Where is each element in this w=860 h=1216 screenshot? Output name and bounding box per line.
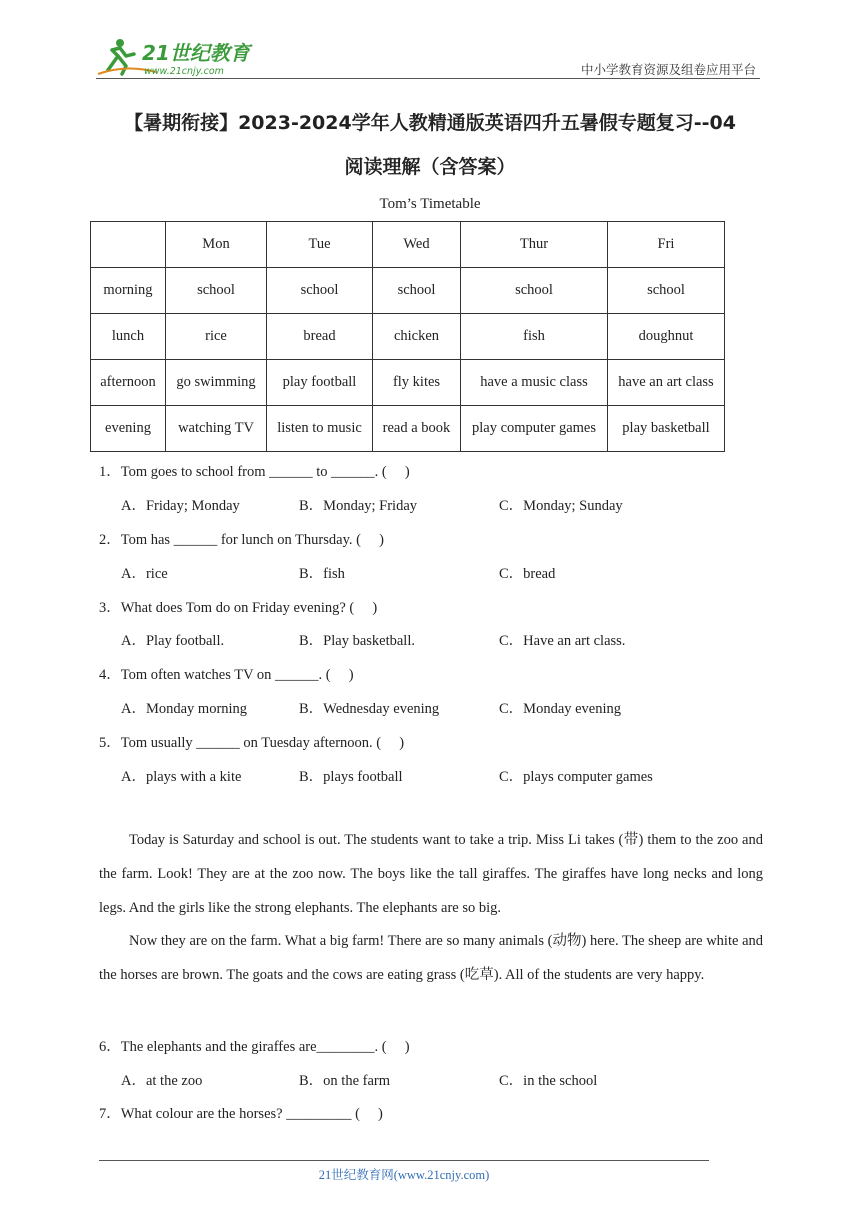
header-divider [96, 78, 760, 79]
table-cell: have an art class [608, 360, 725, 406]
question-1: 1．Tom goes to school from ______ to ______. ( ) [99, 464, 410, 480]
question-3-option-a: A．Play football. [121, 633, 225, 649]
table-row [91, 314, 725, 360]
question-3-option-b: B．Play basketball. [299, 633, 415, 649]
document-title-line1: 【暑期衔接】2023-2024学年人教精通版英语四升五暑假专题复习--04 [124, 112, 736, 134]
question-3: 3．What does Tom do on Friday evening? ( ) [99, 600, 378, 616]
table-cell: bread [267, 314, 373, 360]
question-2-option-c: C．bread [499, 566, 556, 582]
timetable-caption: Tom’s Timetable [379, 196, 481, 212]
table-cell: school [373, 268, 461, 314]
question-1-option-a: A．Friday; Monday [121, 498, 240, 514]
table-header-cell: Wed [373, 222, 461, 268]
table-cell: play football [267, 360, 373, 406]
passage-paragraph-1: Today is Saturday and school is out. The students want to take a trip. Miss Li takes (带) them to the zoo and the farm. Look! They are at the zoo now. The boys like the tall giraffes. The giraffes have long necks and long legs. And the girls like the strong elephants. The elephants are so big. [99, 832, 763, 916]
question-4: 4．Tom often watches TV on ______. ( ) [99, 667, 354, 683]
logo-text: 21世纪教育 [142, 41, 250, 65]
table-cell: doughnut [608, 314, 725, 360]
question-2-option-a: A．rice [121, 566, 168, 582]
table-cell: watching TV [166, 406, 267, 452]
table-header-cell: Mon [166, 222, 267, 268]
header-platform-text: 中小学教育资源及组卷应用平台 [580, 62, 756, 77]
question-6-option-a: A．at the zoo [121, 1073, 203, 1089]
table-cell: school [461, 268, 608, 314]
table-cell: chicken [373, 314, 461, 360]
table-header-cell: Thur [461, 222, 608, 268]
question-5: 5．Tom usually ______ on Tuesday afternoon. ( ) [99, 735, 405, 751]
question-5-option-b: B．plays football [299, 769, 403, 785]
timetable [90, 221, 725, 452]
footer-divider [99, 1160, 709, 1161]
table-cell: school [267, 268, 373, 314]
footer-link[interactable]: 21世纪教育网(www.21cnjy.com) [318, 1168, 490, 1182]
passage-paragraph-2: Now they are on the farm. What a big farm! There are so many animals (动物) here. The sheep are white and the horses are brown. The goats and the cows are eating grass (吃草). All of the students are very happy. [99, 933, 763, 983]
table-cell: rice [166, 314, 267, 360]
table-cell: go swimming [166, 360, 267, 406]
logo [96, 34, 266, 78]
table-cell: school [608, 268, 725, 314]
table-cell: play basketball [608, 406, 725, 452]
table-cell: read a book [373, 406, 461, 452]
table-cell: afternoon [91, 360, 166, 406]
table-cell: fly kites [373, 360, 461, 406]
table-header-cell [91, 222, 166, 268]
table-header-row [91, 222, 725, 268]
table-row [91, 268, 725, 314]
question-1-option-c: C．Monday; Sunday [499, 498, 623, 514]
question-5-option-c: C．plays computer games [499, 769, 653, 785]
document-title-line2: 阅读理解（含答案） [344, 156, 516, 178]
table-cell: listen to music [267, 406, 373, 452]
table-cell: fish [461, 314, 608, 360]
page-header [96, 30, 760, 80]
question-4-option-b: B．Wednesday evening [299, 701, 440, 717]
question-4-option-c: C．Monday evening [499, 701, 622, 717]
question-6-option-c: C．in the school [499, 1073, 598, 1089]
table-header-cell: Fri [608, 222, 725, 268]
table-cell: evening [91, 406, 166, 452]
question-4-option-a: A．Monday morning [121, 701, 248, 717]
question-6: 6．The elephants and the giraffes are________. ( ) [99, 1039, 410, 1055]
table-row [91, 406, 725, 452]
table-cell: morning [91, 268, 166, 314]
table-header-cell: Tue [267, 222, 373, 268]
question-2: 2．Tom has ______ for lunch on Thursday. ( ) [99, 532, 384, 548]
table-cell: lunch [91, 314, 166, 360]
question-5-option-a: A．plays with a kite [121, 769, 242, 785]
table-cell: school [166, 268, 267, 314]
question-7: 7．What colour are the horses? _________ ( ) [99, 1106, 383, 1122]
question-6-option-b: B．on the farm [299, 1073, 391, 1089]
table-row [91, 360, 725, 406]
question-1-option-b: B．Monday; Friday [299, 498, 418, 514]
table-cell: play computer games [461, 406, 608, 452]
question-2-option-b: B．fish [299, 566, 345, 582]
question-3-option-c: C．Have an art class. [499, 633, 626, 649]
logo-url: www.21cnjy.com [144, 66, 224, 77]
table-cell: have a music class [461, 360, 608, 406]
